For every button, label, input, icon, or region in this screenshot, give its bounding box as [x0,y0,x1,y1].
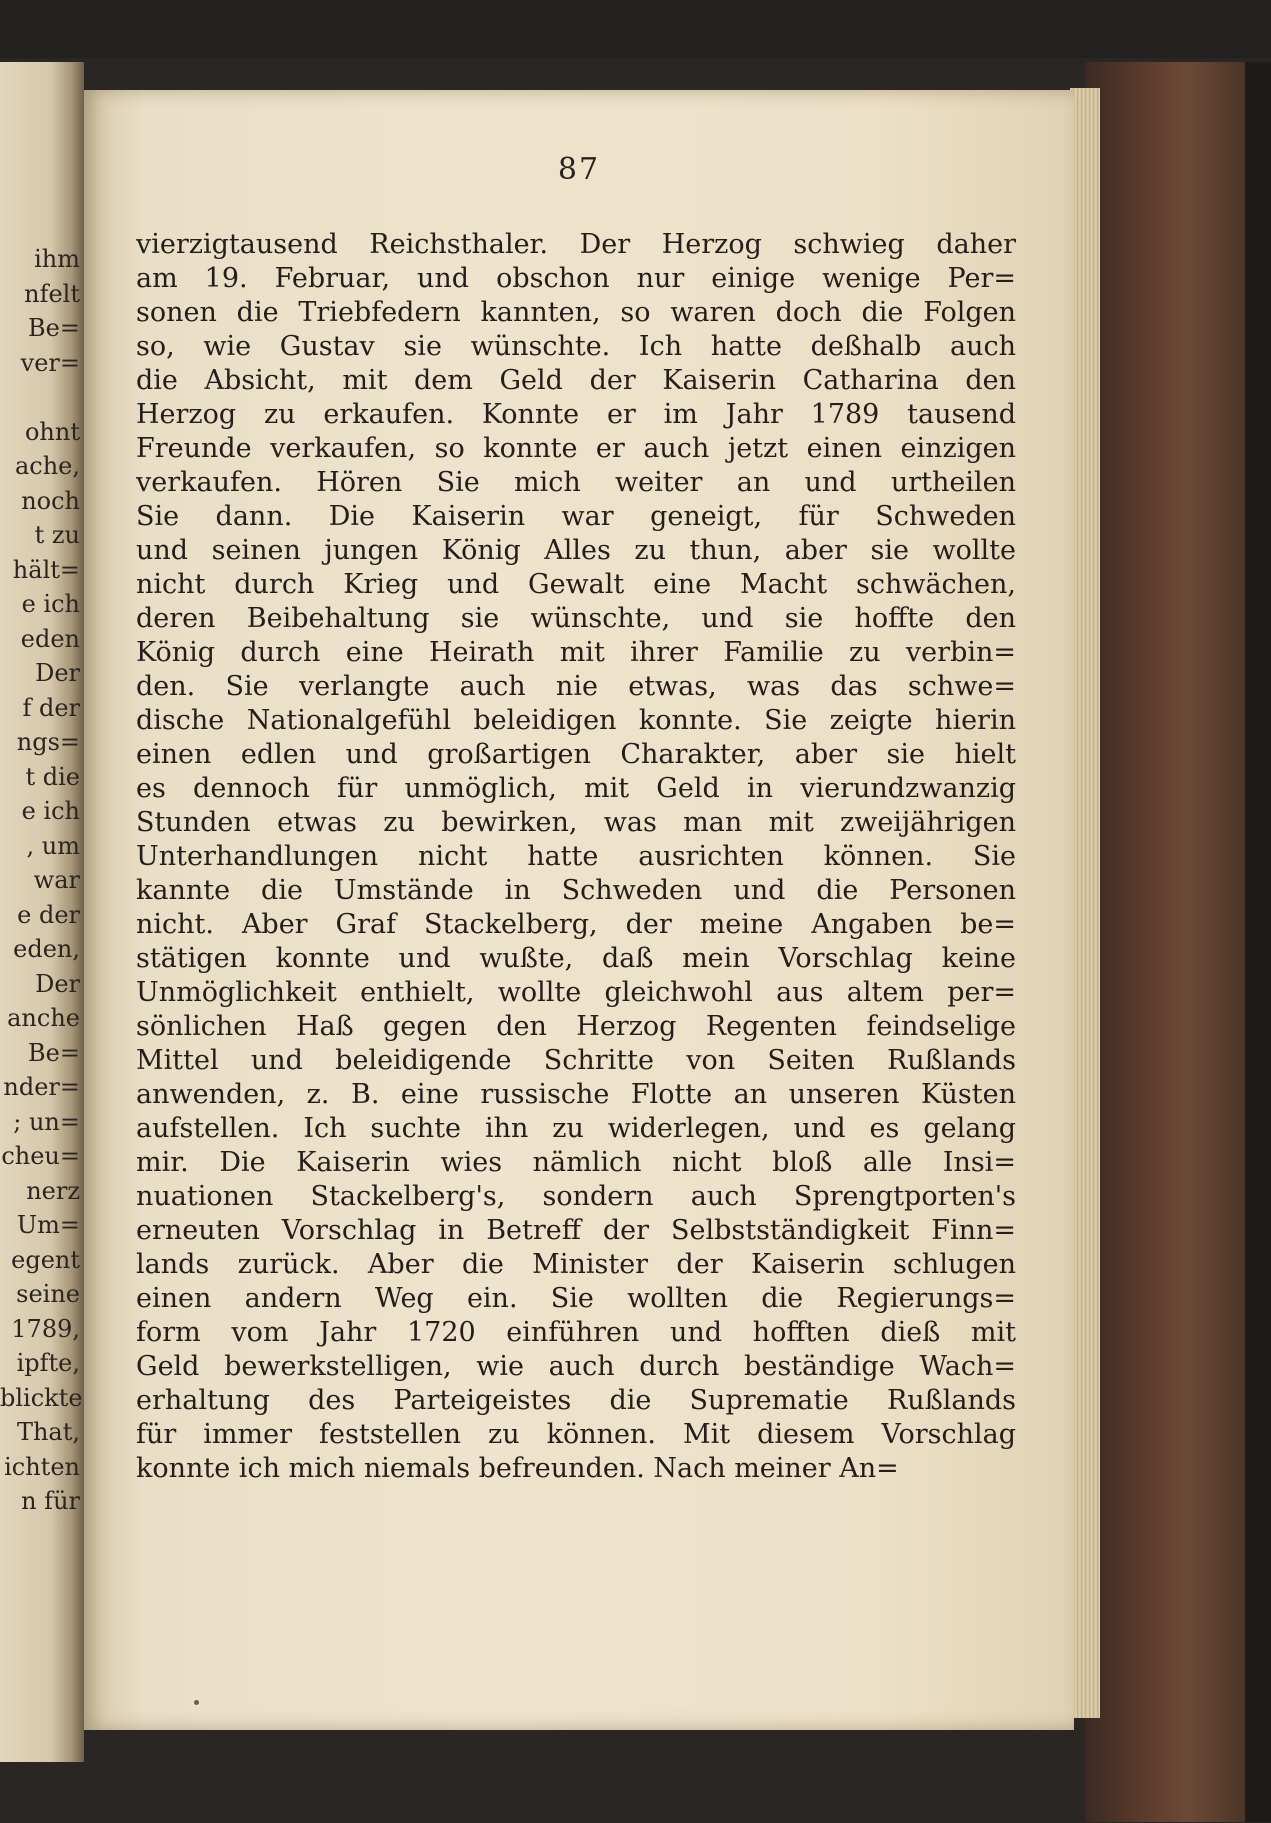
text-line: erneuten Vorschlag in Betreff der Selbstständigkeit Finn= [136,1215,1016,1246]
text-line: nuationen Stackelberg's, sondern auch Sprengtporten's [136,1181,1016,1212]
text-line: den. Sie verlangte auch nie etwas, was das schwe= [136,671,1016,702]
text-line: vierzigtausend Reichsthaler. Der Herzog schwieg daher [136,229,1016,260]
text-line: mir. Die Kaiserin wies nämlich nicht bloß alle Insi= [136,1147,1016,1178]
cover-shadow [1245,62,1271,1822]
page-body-text [136,228,1016,1486]
left-page-fragment: noch [21,486,80,515]
page-edges [1070,88,1100,1718]
left-page-fragment: nfelt [24,279,80,308]
left-page-fragment: f der [22,693,80,722]
left-page-fragment: cheu= [1,1142,80,1170]
text-line: die Absicht, mit dem Geld der Kaiserin Catharina den [136,365,1016,396]
left-page-fragment: t die [25,762,80,791]
left-page-fragment: war [33,866,80,894]
left-page-fragment: ichten [4,1452,80,1481]
text-line: für immer feststellen zu können. Mit diesem Vorschlag [136,1419,1016,1450]
left-page-fragment: ; un= [13,1107,80,1136]
left-page-fragment: nerz [26,1176,80,1205]
left-page-fragment: Der [35,969,80,998]
left-page-fragment [0,380,80,415]
left-page-fragment: blickte [0,1383,83,1412]
left-page-fragment: eden [20,624,80,653]
right-page [84,90,1074,1730]
text-line: stätigen konnte und wußte, daß mein Vorschlag keine [136,943,1016,974]
text-line: Stunden etwas zu bewirken, was man mit zweijährigen [136,807,1016,838]
left-page-fragment: seine [16,1280,80,1308]
text-line: Geld bewerkstelligen, wie auch durch beständige Wach= [136,1351,1016,1382]
left-page-fragment: n für [21,1487,80,1515]
book-spine-edge [1085,62,1271,1822]
text-line: erhaltung des Parteigeistes die Suprematie Rußlands [136,1385,1016,1416]
left-page-fragment: anche [7,1004,80,1032]
text-line: es dennoch für unmöglich, mit Geld in vierundzwanzig [136,773,1016,804]
left-page-fragment: nder= [3,1073,80,1101]
text-line: Mittel und beleidigende Schritte von Seiten Rußlands [136,1045,1016,1076]
left-page-fragment: ipfte, [16,1349,80,1377]
text-line: deren Beibehaltung sie wünschte, und sie hoffte den [136,603,1016,634]
text-line: aufstellen. Ich suchte ihn zu widerlegen, und es gelang [136,1113,1016,1144]
text-line: Herzog zu erkaufen. Konnte er im Jahr 1789 tausend [136,399,1016,430]
ink-speck [194,1700,199,1705]
left-page-fragment: e ich [21,590,80,618]
text-line: einen edlen und großartigen Charakter, aber sie hielt [136,739,1016,770]
text-line: sönlichen Haß gegen den Herzog Regenten feindselige [136,1011,1016,1042]
text-line: verkaufen. Hören Sie mich weiter an und urtheilen [136,467,1016,498]
text-line: kannte die Umstände in Schweden und die Personen [136,875,1016,906]
left-page-text-fragments [0,242,83,1519]
text-line: nicht durch Krieg und Gewalt eine Macht schwächen, [136,569,1016,600]
left-page-fragment: That, [16,1418,80,1446]
text-line: dische Nationalgefühl beleidigen konnte. Sie zeigte hierin [136,705,1016,736]
text-line: anwenden, z. B. eine russische Flotte an unseren Küsten [136,1079,1016,1110]
left-page-fragment: Be= [28,314,80,342]
text-line: form vom Jahr 1720 einführen und hofften dieß mit [136,1317,1016,1348]
text-line: sonen die Triebfedern kannten, so waren doch die Folgen [136,297,1016,328]
left-page-fragment: , um [26,831,80,860]
text-line: nicht. Aber Graf Stackelberg, der meine Angaben be= [136,909,1016,940]
text-line: am 19. Februar, und obschon nur einige wenige Per= [136,263,1016,294]
left-page-fragment: hält= [12,555,80,584]
left-page-fragment: Um= [16,1211,80,1239]
left-page-fragment: Be= [28,1038,80,1067]
left-page-fragment: ihm [34,245,80,273]
left-page-fragment: eden, [13,935,80,963]
text-line: Unterhandlungen nicht hatte ausrichten können. Sie [136,841,1016,872]
left-page-fragment: e ich [21,797,80,825]
left-page-fragment: e der [17,900,80,929]
left-page-fragment: t zu [34,521,80,549]
text-line: lands zurück. Aber die Minister der Kaiserin schlugen [136,1249,1016,1280]
text-line: Unmöglichkeit enthielt, wollte gleichwohl aus altem per= [136,977,1016,1008]
page-number: 87 [557,152,601,187]
left-page-fragment: ohnt [24,417,80,446]
text-line: so, wie Gustav sie wünschte. Ich hatte deßhalb auch [136,331,1016,362]
text-line: König durch eine Heirath mit ihrer Familie zu verbin= [136,637,1016,668]
left-page [0,62,84,1762]
text-line: und seinen jungen König Alles zu thun, aber sie wollte [136,535,1016,566]
left-page-fragment: 1789, [11,1314,80,1343]
left-page-fragment: ver= [20,348,80,377]
text-line: einen andern Weg ein. Sie wollten die Regierungs= [136,1283,1016,1314]
left-page-fragment: ache, [14,452,80,480]
left-page-fragment: Der [35,659,80,687]
text-line: Freunde verkaufen, so konnte er auch jetzt einen einzigen [136,433,1016,464]
text-line: konnte ich mich niemals befreunden. Nach meiner An= [136,1453,899,1484]
left-page-fragment: egent [11,1245,80,1274]
text-line: Sie dann. Die Kaiserin war geneigt, für Schweden [136,501,1016,532]
left-page-fragment: ngs= [16,728,80,756]
